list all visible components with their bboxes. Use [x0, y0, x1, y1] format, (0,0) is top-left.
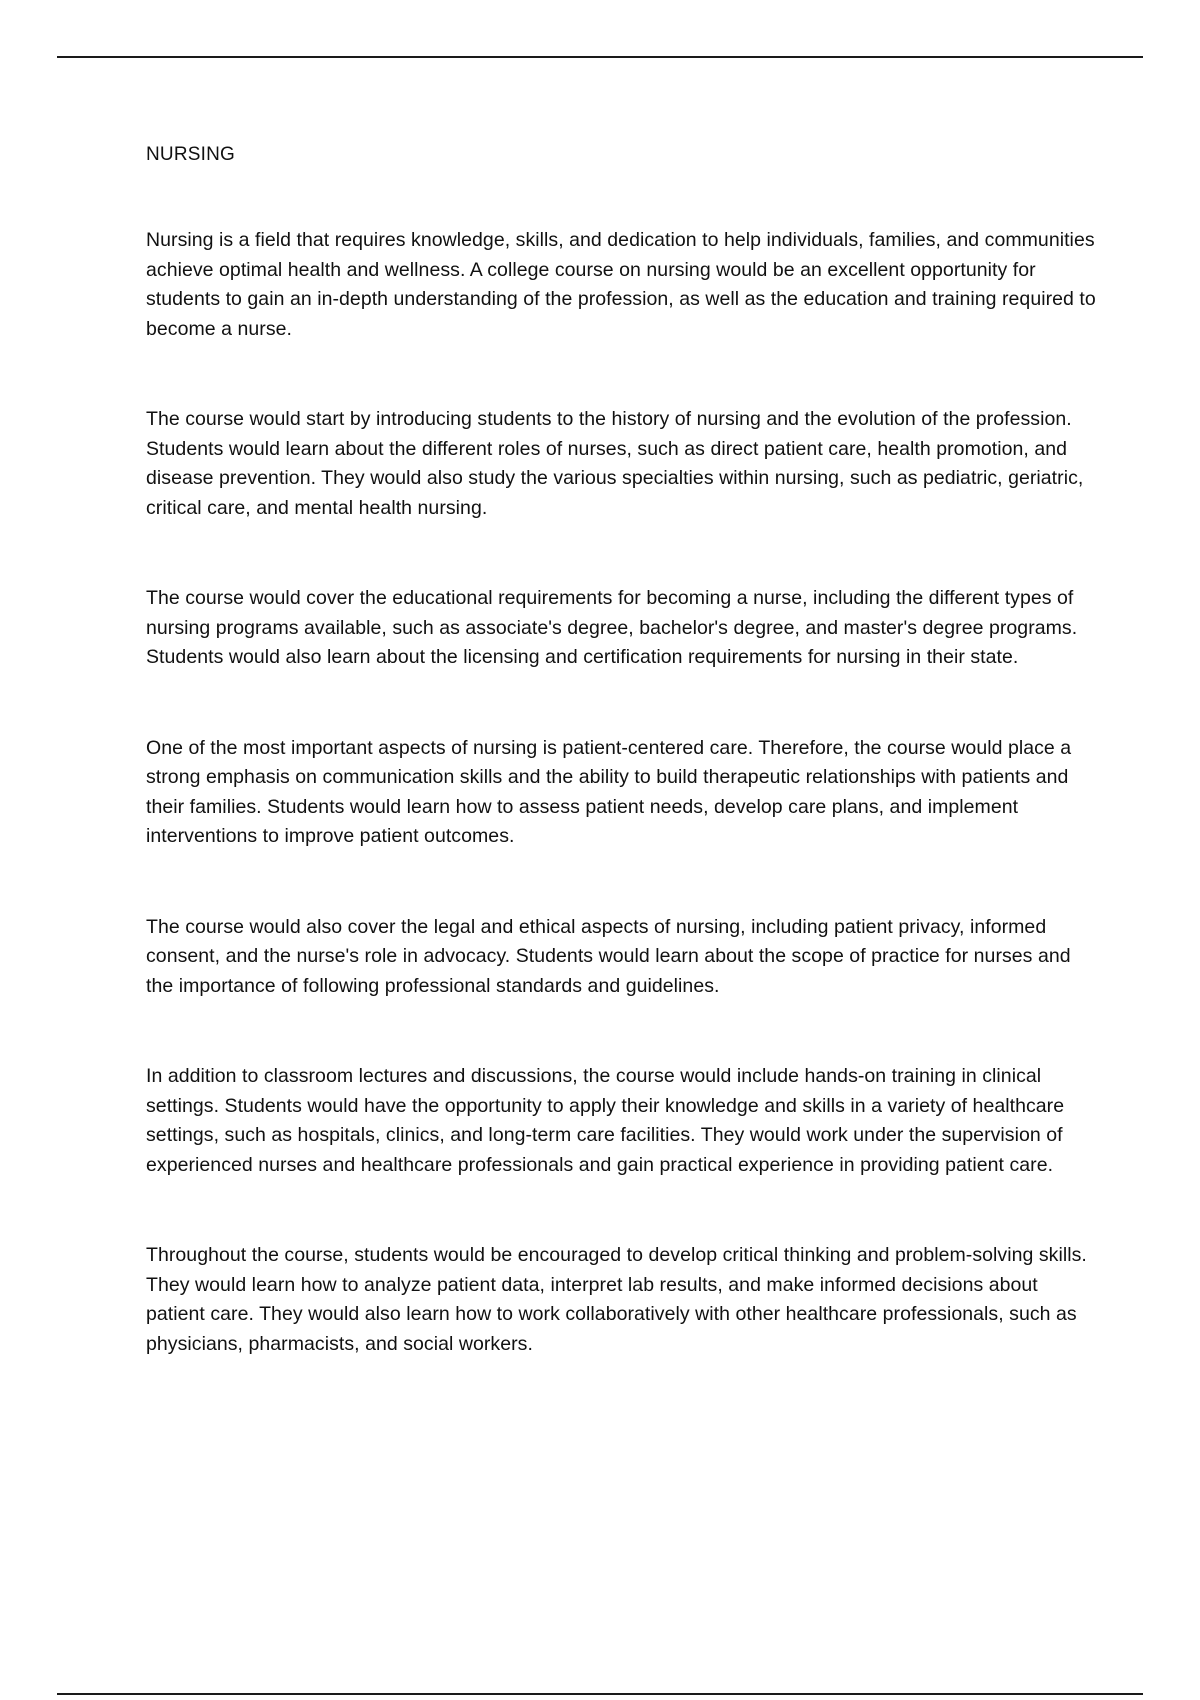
paragraph-critical-thinking: Throughout the course, students would be encouraged to develop critical thinking and problem-solving skills. They would learn how to analyze patient data, interpret lab results, and make informed decisions about patient care. They would also learn how to work collaboratively with other healthcare professionals, such as physicians, pharmacists, and social workers. [146, 1244, 1087, 1355]
document-title: NURSING [146, 144, 236, 165]
paragraph-education: The course would cover the educational requirements for becoming a nurse, including the different types of nursing programs available, such as associate's degree, bachelor's degree, and master's degree programs. Students would also learn about the licensing and certification requirements for nursing in their state. [146, 587, 1078, 668]
paragraph-legal-ethics: The course would also cover the legal and ethical aspects of nursing, including patient privacy, informed consent, and the nurse's role in advocacy. Students would learn about the scope of practice for nurses and the importance of following professional standards and guidelines. [146, 915, 1071, 997]
footer-rule [57, 1693, 1143, 1695]
paragraph-intro: Nursing is a field that requires knowledge, skills, and dedication to help individuals, families, and communities achieve optimal health and wellness. A college course on nursing would be an excellent opportunity for students to gain an in-depth understanding of the profession, as well as the education and training required to become a nurse. [146, 229, 1096, 340]
paragraph-patient-care: One of the most important aspects of nursing is patient-centered care. Therefore, the course would place a strong emphasis on communication skills and the ability to build therapeutic relationships with patients and their families. Students would learn how to assess patient needs, develop care plans, and implement interventions to improve patient outcomes. [146, 736, 1072, 847]
paragraph-clinical-training: In addition to classroom lectures and discussions, the course would include hands-on training in clinical settings. Students would have the opportunity to apply their knowledge and skills in a variety of healthcare settings, such as hospitals, clinics, and long-term care facilities. They would work under the supervision of experienced nurses and healthcare professionals and gain practical experience in providing patient care. [146, 1065, 1065, 1176]
header-rule [57, 56, 1143, 58]
document-body [146, 140, 1096, 1420]
paragraph-history: The course would start by introducing students to the history of nursing and the evolution of the profession. Students would learn about the different roles of nurses, such as direct patient care, health promotion, and disease prevention. They would also study the various specialties within nursing, such as pediatric, geriatric, critical care, and mental health nursing. [146, 408, 1084, 519]
